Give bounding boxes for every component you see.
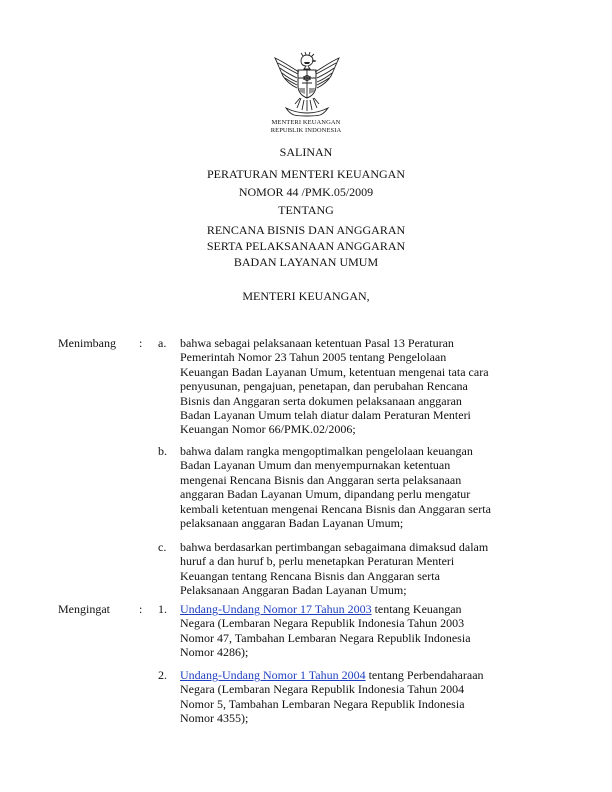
text-line: bahwa berdasarkan pertimbangan sebagaimana dimaksud dalam [180,540,489,554]
subject-line: BADAN LAYANAN UMUM [233,255,379,269]
recalling-colon: : [139,602,143,616]
text-line: Keuangan tentang Rencana Bisnis dan Anggaran serta [180,568,440,583]
copy-label: SALINAN [279,145,333,159]
text-line: Nomor 4286); [180,645,249,660]
item-marker: b. [158,444,167,458]
regulation-title: PERATURAN MENTERI KEUANGAN [207,167,405,181]
text-line: anggaran Badan Layanan Umum, dipandang perlu mengatur [180,487,471,502]
text-line: Bisnis dan Anggaran serta dokumen pelaksanaan anggaran [180,393,462,408]
text-line: Pelaksanaan Anggaran Badan Layanan Umum; [180,583,407,598]
subject-line: RENCANA BISNIS DAN ANGGARAN [206,223,406,237]
item-marker: 1. [158,602,167,616]
text-line: Keuangan Nomor 66/PMK.02/2006; [180,422,356,437]
text-line: Nomor 4355); [180,711,249,726]
text-line [180,668,540,682]
considering-item-c [180,540,540,598]
text-line: kembali ketentuan mengenai Rencana Bisnis dan Anggaran serta [180,501,491,516]
text-line [180,602,540,616]
text-line: Nomor 5, Tambahan Lembaran Negara Republik Indonesia [180,696,465,711]
item-marker: c. [158,540,167,554]
recalling-item-2 [180,668,540,726]
considering-label: Menimbang [58,336,116,350]
text-line: huruf a dan huruf b, perlu menetapkan Peraturan Menteri [180,554,455,569]
institution-name: MENTERI KEUANGAN [271,119,341,126]
authority-heading: MENTERI KEUANGAN, [242,289,370,303]
text-line: pelaksanaan anggaran Badan Layanan Umum; [180,515,404,530]
text-line: bahwa sebagai pelaksanaan ketentuan Pasal 13 Peraturan [180,336,454,350]
subject-line: SERTA PELAKSANAAN ANGGARAN [206,239,406,253]
considering-colon: : [139,336,143,350]
text-line: Keuangan Badan Layanan Umum, ketentuan mengenai tata cara [180,364,489,379]
text-fragment: tentang Keuangan [371,602,462,616]
item-marker: a. [158,336,167,350]
law-link[interactable]: Undang-Undang Nomor 17 Tahun 2003 [180,602,372,616]
institution-country: REPUBLIK INDONESIA [270,127,342,134]
text-line: Badan Layanan Umum telah diatur dalam Peraturan Menteri [180,407,471,422]
recalling-label: Mengingat [58,602,110,616]
text-line: Badan Layanan Umum dan menyempurnakan ketentuan [180,458,451,473]
text-line: Negara (Lembaran Negara Republik Indonesia Tahun 2004 [180,682,465,697]
considering-item-b [180,444,540,530]
law-link[interactable]: Undang-Undang Nomor 1 Tahun 2004 [180,668,366,682]
text-line: Nomor 47, Tambahan Lembaran Negara Republik Indonesia [180,630,471,645]
item-marker: 2. [158,668,167,682]
text-line: mengenai Rencana Bisnis dan Anggaran serta pelaksanaan [180,472,462,487]
considering-item-a [180,336,540,437]
text-line: Pemerintah Nomor 23 Tahun 2005 tentang Pengelolaan [180,350,447,365]
text-fragment: tentang Perbendaharaan [365,668,484,682]
about-label: TENTANG [278,203,334,217]
text-line: Negara (Lembaran Negara Republik Indonesia Tahun 2003 [180,616,465,631]
garuda-emblem-icon [270,52,344,118]
recalling-item-1 [180,602,540,660]
text-line: penyusunan, pengajuan, penetapan, dan perubahan Rencana [180,379,468,394]
text-line: bahwa dalam rangka mengoptimalkan pengelolaan keuangan [180,444,473,458]
regulation-number: NOMOR 44 /PMK.05/2009 [238,185,374,199]
